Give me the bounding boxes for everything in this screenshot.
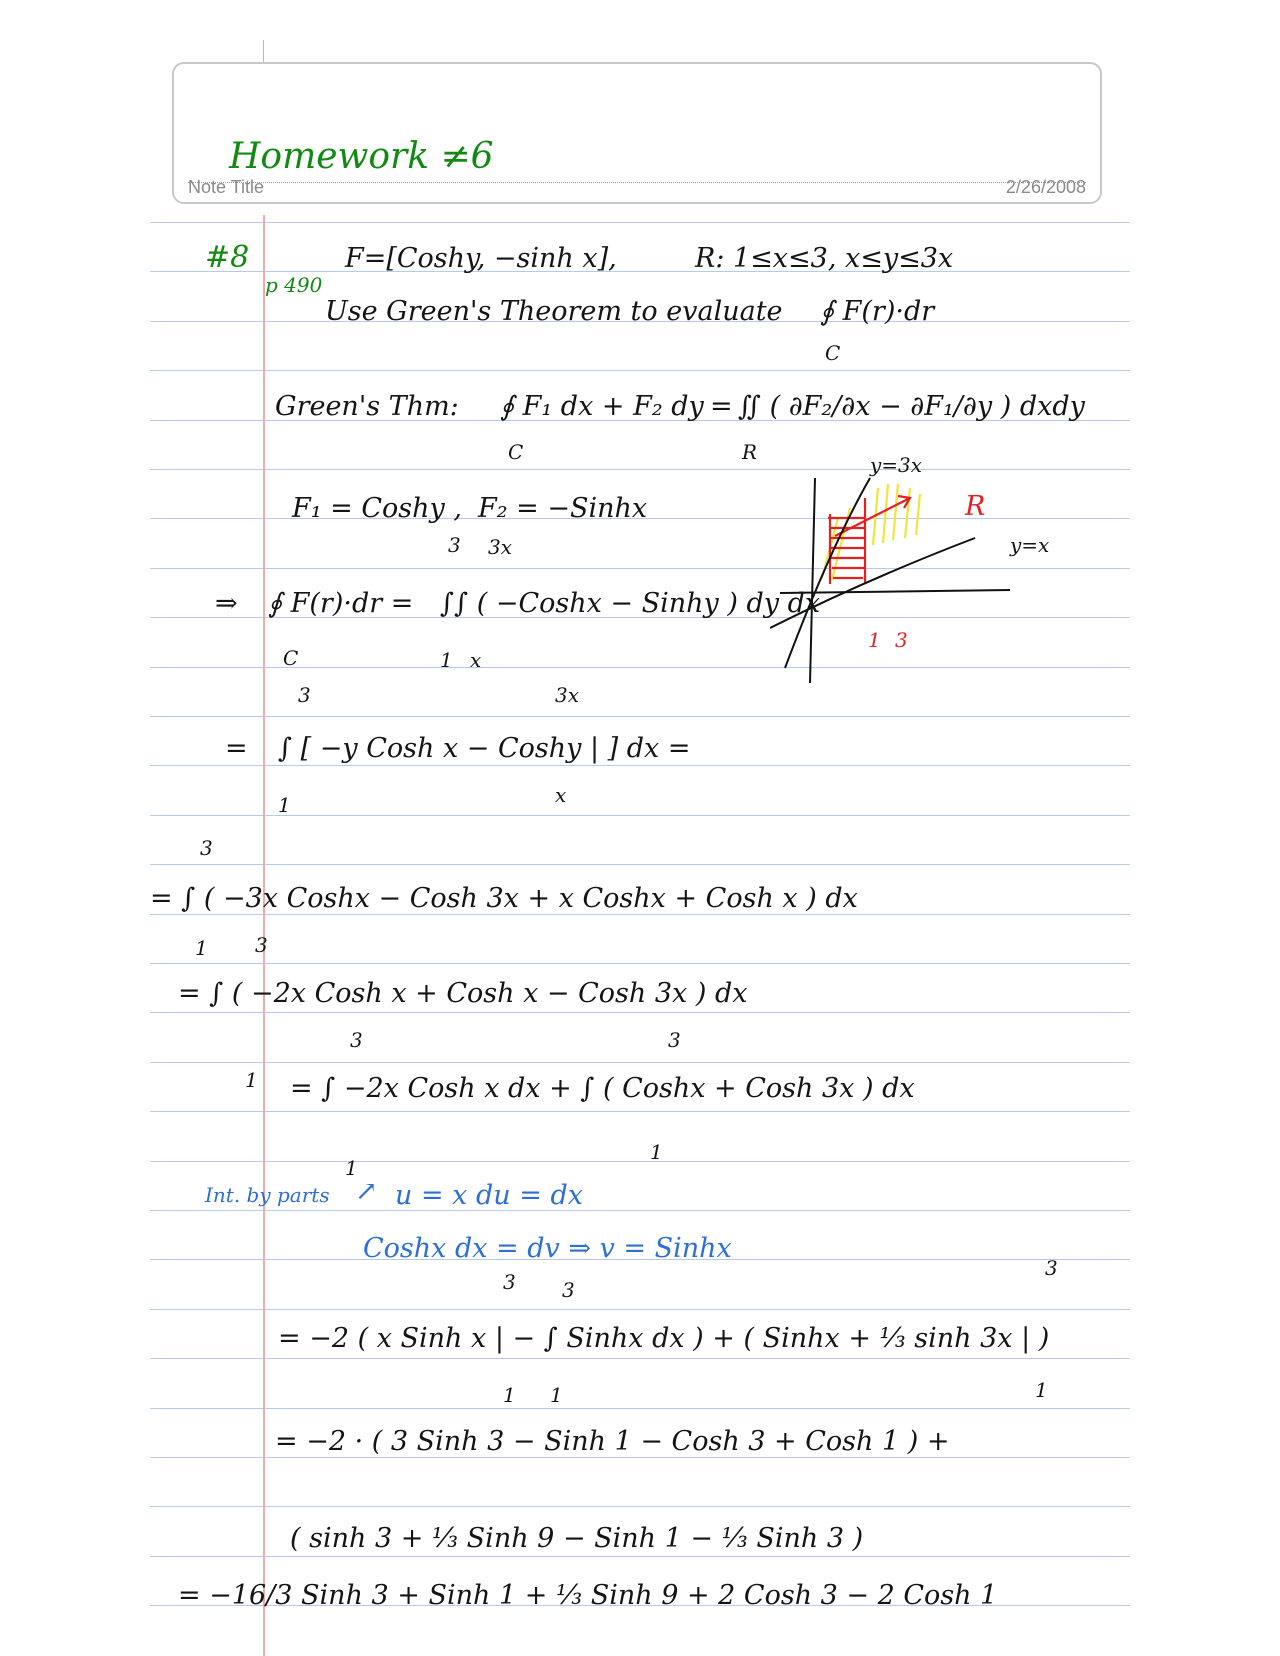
step6-lower-b: 1 — [550, 1383, 563, 1407]
sketch-tick-3: 3 — [895, 628, 908, 652]
ruled-line — [150, 716, 1130, 717]
implies-arrow: ⇒ — [215, 588, 238, 619]
step5-upper-a: 3 — [350, 1028, 363, 1052]
parts-arrow: ↗ — [355, 1176, 378, 1207]
page-reference: p 490 — [265, 273, 323, 297]
final-answer: = −16/3 Sinh 3 + Sinh 1 + ⅓ Sinh 9 + 2 Cosh 3 − 2 Cosh 1 — [178, 1580, 998, 1611]
greens-lhs: ∮ F₁ dx + F₂ dy — [500, 391, 704, 422]
note-title-label: Note Title — [188, 177, 265, 197]
step3-body: = ∫ ( −3x Coshx − Cosh 3x + x Coshx + Cosh x ) dx — [150, 883, 858, 914]
step6-lower-c: 1 — [1035, 1378, 1048, 1402]
step5-lower-a: 1 — [345, 1156, 358, 1180]
step6-body: = −2 ( x Sinh x | − ∫ Sinhx dx ) + ( Sinhx + ⅓ sinh 3x | ) — [278, 1323, 1050, 1354]
ruled-line — [150, 765, 1130, 766]
step6-upper-b: 3 — [562, 1278, 575, 1302]
greens-rhs: ∬ ( ∂F₂/∂x − ∂F₁/∂y ) dxdy — [738, 391, 1085, 422]
greens-lhs-sub: C — [508, 440, 524, 464]
ruled-line — [150, 1210, 1130, 1211]
step5-lower-b: 1 — [650, 1140, 663, 1164]
ruled-line — [150, 1012, 1130, 1013]
step1-upper-outer: 3 — [448, 533, 461, 557]
ruled-line — [150, 1309, 1130, 1310]
step2-upper-inner: 3x — [555, 683, 580, 707]
step4-upper: 3 — [255, 933, 268, 957]
step4-body: = ∫ ( −2x Cosh x + Cosh x − Cosh 3x ) dx — [178, 978, 748, 1009]
step2-lower-outer: 1 — [278, 793, 291, 817]
f1-component: F₁ = Coshy , — [292, 493, 462, 524]
int-by-parts-label: Int. by parts — [205, 1183, 330, 1207]
ruled-line — [150, 1111, 1130, 1112]
note-header — [172, 62, 1102, 204]
parts-u: u = x du = dx — [395, 1180, 583, 1211]
line-integral: ∮ F(r)·dr — [820, 296, 935, 327]
ruled-line — [150, 815, 1130, 816]
step1-upper-inner: 3x — [488, 535, 513, 559]
step3-lower: 1 — [195, 936, 208, 960]
step5-upper-b: 3 — [668, 1028, 681, 1052]
label-y-equals-3x: y=3x — [870, 453, 923, 477]
step4-lower: 1 — [245, 1068, 258, 1092]
step1-lhs: ∮ F(r)·dr = — [268, 588, 414, 619]
step2-upper-outer: 3 — [298, 683, 311, 707]
homework-title: Homework ≠6 — [229, 136, 494, 177]
ruled-line — [150, 1556, 1130, 1557]
step6-upper-a: 3 — [503, 1270, 516, 1294]
step1-lhs-sub: C — [283, 646, 299, 670]
header-separator — [188, 182, 1086, 183]
ruled-line — [150, 370, 1130, 371]
margin-tick — [263, 40, 264, 62]
step5-body: = ∫ −2x Cosh x dx + ∫ ( Coshx + Cosh 3x ) dx — [290, 1073, 915, 1104]
ruled-line — [150, 963, 1130, 964]
note-date: 2/26/2008 — [1005, 177, 1086, 197]
instruction-text: Use Green's Theorem to evaluate — [325, 296, 783, 327]
step6-upper-c: 3 — [1045, 1256, 1058, 1280]
step3-upper: 3 — [200, 836, 213, 860]
ruled-line — [150, 1506, 1130, 1507]
ruled-line — [150, 1062, 1130, 1063]
label-y-equals-x: y=x — [1010, 533, 1050, 557]
vector-field: F=[Coshy, −sinh x], — [345, 243, 617, 274]
region-definition: R: 1≤x≤3, x≤y≤3x — [695, 243, 954, 274]
contour-subscript: C — [825, 341, 841, 365]
ruled-line — [150, 864, 1130, 865]
step8-body: ( sinh 3 + ⅓ Sinh 9 − Sinh 1 − ⅓ Sinh 3 ) — [290, 1523, 864, 1554]
sketch-tick-1: 1 — [868, 628, 881, 652]
step1-lower-outer: 1 — [440, 648, 453, 672]
step6-lower-a: 1 — [503, 1383, 516, 1407]
greens-label: Green's Thm: — [275, 391, 459, 422]
step2-eq: = — [225, 733, 248, 764]
label-region-r: R — [965, 491, 986, 522]
parts-dv: Coshx dx = dv ⇒ v = Sinhx — [363, 1233, 732, 1264]
red-hatching — [828, 496, 910, 584]
step2-body: ∫ [ −y Cosh x − Coshy | ] dx = — [278, 733, 691, 764]
ruled-line — [150, 1358, 1130, 1359]
greens-rhs-sub: R — [742, 440, 758, 464]
f2-component: F₂ = −Sinhx — [478, 493, 648, 524]
ruled-line — [150, 1161, 1130, 1162]
ruled-line — [150, 1408, 1130, 1409]
greens-eq: = — [710, 391, 733, 422]
problem-number: #8 — [205, 240, 250, 275]
step1-lower-inner: x — [470, 648, 482, 672]
step7-body: = −2 · ( 3 Sinh 3 − Sinh 1 − Cosh 3 + Cosh 1 ) + — [275, 1426, 950, 1457]
ruled-line — [150, 222, 1130, 223]
step1-rhs: ∫∫ ( −Coshx − Sinhy ) dy dx — [440, 588, 821, 619]
ruled-line — [150, 1457, 1130, 1458]
step2-lower-inner: x — [555, 783, 567, 807]
